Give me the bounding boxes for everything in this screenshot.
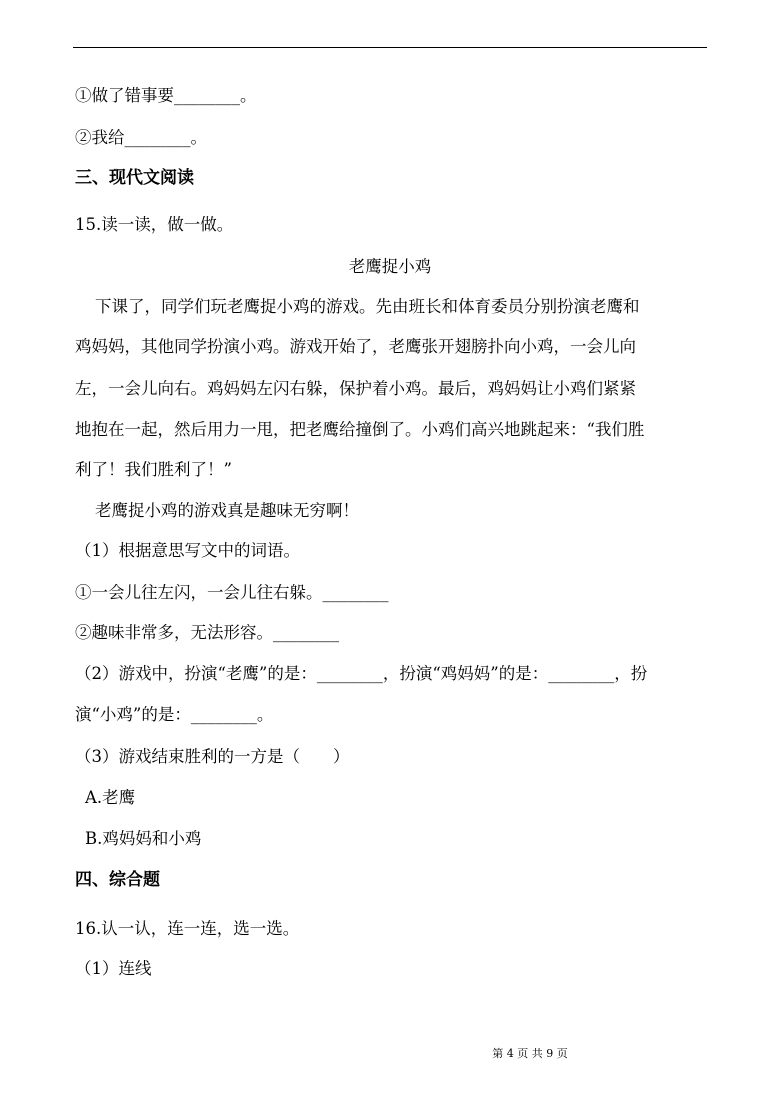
passage-title: 老鹰捉小鸡	[348, 257, 432, 276]
section-3-heading: 三、现代文阅读	[75, 168, 194, 188]
header-rule	[73, 47, 707, 48]
q14-item-2: ②我给________。	[75, 128, 207, 147]
option-a: A.老鹰	[85, 788, 136, 807]
q14-item-1: ①做了错事要________。	[75, 86, 257, 105]
page-footer: 第 4 页 共 9 页	[492, 1047, 568, 1060]
section-4-heading: 四、综合题	[75, 870, 160, 890]
sub-question-2-line-2: 演“小鸡”的是：________。	[75, 705, 274, 724]
passage-line-1: 下课了，同学们玩老鹰捉小鸡的游戏。先由班长和体育委员分别扮演老鹰和	[95, 297, 640, 316]
question-15: 15.读一读，做一做。	[75, 215, 234, 234]
passage-paragraph-2: 老鹰捉小鸡的游戏真是趣味无穷啊！	[95, 501, 359, 520]
sub-question-2-line-1: （2）游戏中，扮演“老鹰”的是：________，扮演“鸡妈妈”的是：________，扮	[75, 664, 648, 683]
question-16: 16.认一认，连一连，选一选。	[75, 919, 300, 938]
option-b: B.鸡妈妈和小鸡	[85, 829, 202, 848]
sub-question-1: （1）根据意思写文中的词语。	[75, 541, 300, 560]
sub-question-1-item-1: ①一会儿往左闪，一会儿往右躲。________	[75, 583, 389, 602]
sub-question-1-item-2: ②趣味非常多，无法形容。________	[75, 623, 339, 642]
passage-line-4: 地抱在一起，然后用力一甩，把老鹰给撞倒了。小鸡们高兴地跳起来：“我们胜	[75, 420, 645, 439]
question-16-sub-1: （1）连线	[75, 959, 152, 978]
passage-line-3: 左，一会儿向右。鸡妈妈左闪右躲，保护着小鸡。最后，鸡妈妈让小鸡们紧紧	[75, 379, 636, 398]
passage-line-2: 鸡妈妈，其他同学扮演小鸡。游戏开始了，老鹰张开翅膀扑向小鸡，一会儿向	[75, 337, 636, 356]
passage-line-5: 利了！我们胜利了！”	[75, 460, 232, 479]
sub-question-3: （3）游戏结束胜利的一方是（ ）	[75, 747, 350, 766]
